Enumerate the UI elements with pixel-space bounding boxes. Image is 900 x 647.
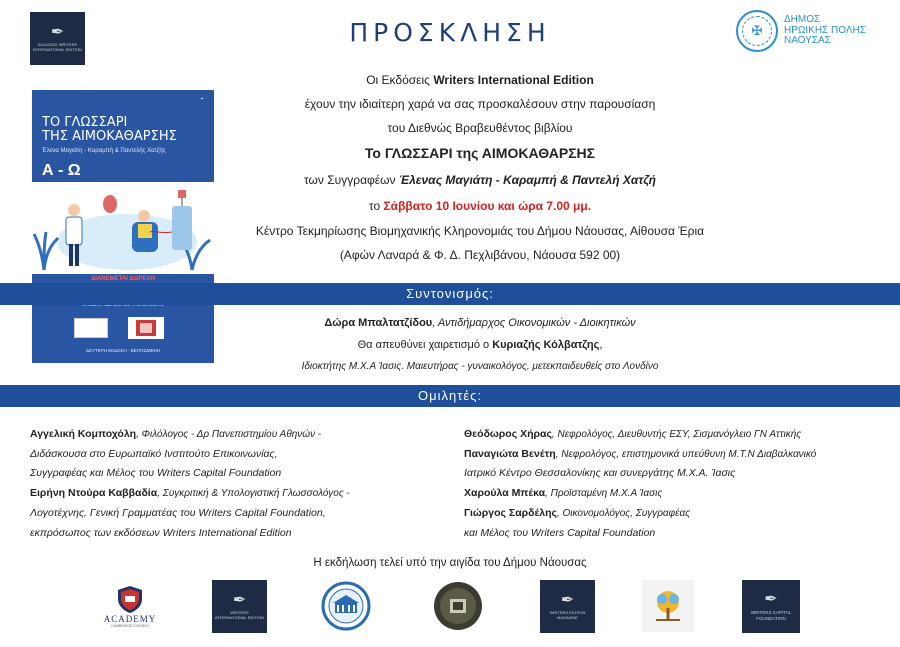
book-cover-free-label: ΔΙΑΝΕΜΕΤΑΙ ΔΩΡΕΑΝ <box>90 276 156 282</box>
speaker-left-1-line1 <box>30 428 321 440</box>
tree-icon <box>648 586 688 626</box>
speaker-left-2-line3: εκπρόσωπος των εκδόσεων Writers International Edition <box>30 527 292 539</box>
academy-shield-icon <box>115 584 145 614</box>
speaker-right-4-line2: και Μέλος του Writers Capital Foundation <box>464 527 656 539</box>
speakers-heading: Ομιλητές: <box>0 385 900 407</box>
book-title-line1: ΤΟ ΓΛΩΣΣΑΡΙ <box>42 115 128 130</box>
municipal-seal-icon: ✠ <box>736 10 778 52</box>
municipal-building-icon <box>321 581 371 631</box>
academy-sub-label: CAMBRIDGE ΣΧΟΛΕΙΟ <box>111 624 149 628</box>
publisher-logo-text: ΕΚΔΟΣΕΙΣ WRITERS INTERNATIONAL EDITION <box>33 41 82 52</box>
speaker-right-3 <box>464 487 662 499</box>
sponsor-magazine-logo <box>540 580 595 633</box>
sponsor-municipal-seal <box>320 580 372 632</box>
round-emblem-icon <box>433 581 483 631</box>
book-cover-authors: Έλενα Μαγιάτη - Καραμπή & Παντελής Χατζής <box>42 148 166 154</box>
speaker-name: Αγγελική Κομποχόλη <box>30 428 137 440</box>
speaker-role: , Οικονομολόγος, Συγγραφέας <box>556 508 691 519</box>
book-cover-logo-left <box>74 318 108 338</box>
page-title: ΠΡΟΣΚΛΗΣΗ <box>349 18 551 47</box>
sponsor-round-logo <box>432 580 484 632</box>
greeting-prefix: Θα απευθύνει χαιρετισμό ο <box>357 339 493 351</box>
intro-line-date <box>200 199 760 213</box>
speaker-left-2-line1 <box>30 487 350 499</box>
event-venue: Κέντρο Τεκμηρίωσης Βιομηχανικής Κληρονομιάς του Δήμου Νάουσας, Αίθουσα Έρια <box>255 224 705 238</box>
academy-label: ACADEMY <box>103 614 157 624</box>
sponsor-academy-logo <box>100 580 160 632</box>
dialysis-illustration <box>32 182 214 274</box>
quill-icon: ✒ <box>560 591 575 609</box>
speaker-role: , Συγκριτική & Υπολογιστική Γλωσσολόγος - <box>157 488 350 499</box>
sponsor-magazine-label: WRITERS EDITION MAGAZINE <box>549 609 586 620</box>
speaker-name: Γιώργος Σαρδέλης <box>464 507 557 519</box>
sponsor-wcf-label: WRITERS CAPITAL FOUNDATION <box>750 610 792 621</box>
greeting-line <box>200 339 760 351</box>
speaker-right-1 <box>464 428 801 440</box>
intro-authors-prefix: των Συγγραφέων <box>303 173 399 187</box>
greeting-role: Ιδιοκτήτης Μ.Χ.Α Ίασις. Μαιευτήρας - γυναικολόγος, μετεκπαιδευθείς στο Λονδίνο <box>301 361 659 372</box>
greeting-comma: , <box>599 339 603 351</box>
sponsor-wcf-logo <box>742 580 800 633</box>
speaker-role: , Νεφρολόγος, Διευθυντής ΕΣΥ, Σισμανόγλειο ΓΝ Αττικής <box>551 429 802 440</box>
intro-date-prefix: το <box>368 199 384 213</box>
coordinator-line <box>200 317 760 329</box>
quill-icon: ✒ <box>232 591 247 609</box>
intro-publisher-prefix: Οι Εκδόσεις <box>366 73 434 87</box>
book-cover-title <box>42 116 177 145</box>
speaker-name: Παναγιώτα Βενέτη <box>464 448 556 460</box>
speaker-left-2-line2: Λογοτέχνης, Γενική Γραμματέας του Writers Capital Foundation, <box>30 507 326 519</box>
quill-icon: ✒ <box>50 23 65 41</box>
speaker-role: , Νεφρολόγος, επιστημονικά υπεύθυνη Μ.Τ.Ν Διαβαλκανικό <box>555 449 817 460</box>
book-cover <box>32 90 214 363</box>
intro-line-book-award: του Διεθνώς Βραβευθέντος βιβλίου <box>387 121 573 135</box>
intro-authors: Έλενας Μαγιάτη - Καραμπή & Παντελή Χατζή <box>398 173 656 187</box>
speaker-left-1-line3: Συγγραφέας και Μέλος του Writers Capital Foundation <box>30 467 282 479</box>
quill-icon: ✒ <box>764 591 778 609</box>
coordinator-name: Δώρα Μπαλτατζίδου <box>324 317 433 329</box>
book-publisher-mark: ✒ <box>200 96 204 101</box>
intro-line-authors <box>200 173 760 187</box>
event-address: (Αφών Λαναρά & Φ. Δ. Πεχλιβάνου, Νάουσα 592 00) <box>339 248 621 262</box>
greeting-name: Κυριαζής Κόλβατζης <box>492 339 600 351</box>
book-cover-logo-right <box>128 317 164 339</box>
speaker-right-2-line1 <box>464 448 816 460</box>
intro-book-title: Το ΓΛΩΣΣΑΡΙ της ΑΙΜΟΚΑΘΑΡΣΗΣ <box>364 145 596 161</box>
municipality-line3: ΝΑΟΥΣΑΣ <box>784 35 831 47</box>
municipality-line1: ΔΗΜΟΣ <box>784 14 821 26</box>
speaker-left-1-line2: Διδάσκουσα στο Ευρωπαϊκό Ινστιτούτο Επικοινωνίας, <box>30 448 278 460</box>
auspices-note: Η εκδήλωση τελεί υπό την αιγίδα του Δήμου Νάουσας <box>313 557 587 569</box>
speaker-role: , Φιλόλογος - Δρ Πανεπιστημίου Αθηνών - <box>136 429 322 440</box>
speaker-role: , Προϊσταμένη Μ.Χ.Α Ίασις <box>545 488 663 499</box>
book-title-line2: ΤΗΣ ΑΙΜΟΚΑΘΑΡΣΗΣ <box>42 129 177 145</box>
intro-publisher-name: Writers International Edition <box>433 73 594 87</box>
sponsor-wie-label: WRITERS INTERNATIONAL EDITION <box>215 609 264 620</box>
sponsor-wie-logo <box>212 580 267 633</box>
speaker-name: Ειρήνη Ντούρα Καββαδία <box>30 487 158 499</box>
municipality-line2: ΗΡΩΙΚΗΣ ΠΟΛΗΣ <box>784 24 866 36</box>
book-cover-edition: ΔΕΥΤΕΡΗ ΕΚΔΟΣΗ · ΒΕΛΤΙΩΜΕΝΗ <box>86 348 160 353</box>
speaker-name: Χαρούλα Μπέκα <box>464 487 546 499</box>
speaker-right-2-line2: Ιατρικό Κέντρο Θεσσαλονίκης και συνεργάτης Μ.Χ.Α. Ίασις <box>464 467 736 479</box>
intro-line-invitation: έχουν την ιδιαίτερη χαρά να σας προσκαλέσουν στην παρουσίαση <box>304 97 656 111</box>
event-date: Σάββατο 10 Ιουνίου και ώρα 7.00 μμ. <box>383 199 592 213</box>
coordination-heading: Συντονισμός: <box>0 283 900 305</box>
intro-line-publisher <box>200 73 760 87</box>
speaker-name: Θεόδωρος Χήρας <box>464 428 552 440</box>
sponsor-tree-logo <box>642 580 694 632</box>
book-cover-range: Α - Ω <box>42 162 81 179</box>
municipality-logo <box>736 10 866 52</box>
speaker-right-4-line1 <box>464 507 690 519</box>
coordinator-role: , Αντιδήμαρχος Οικονομικών - Διοικητικών <box>432 317 636 329</box>
